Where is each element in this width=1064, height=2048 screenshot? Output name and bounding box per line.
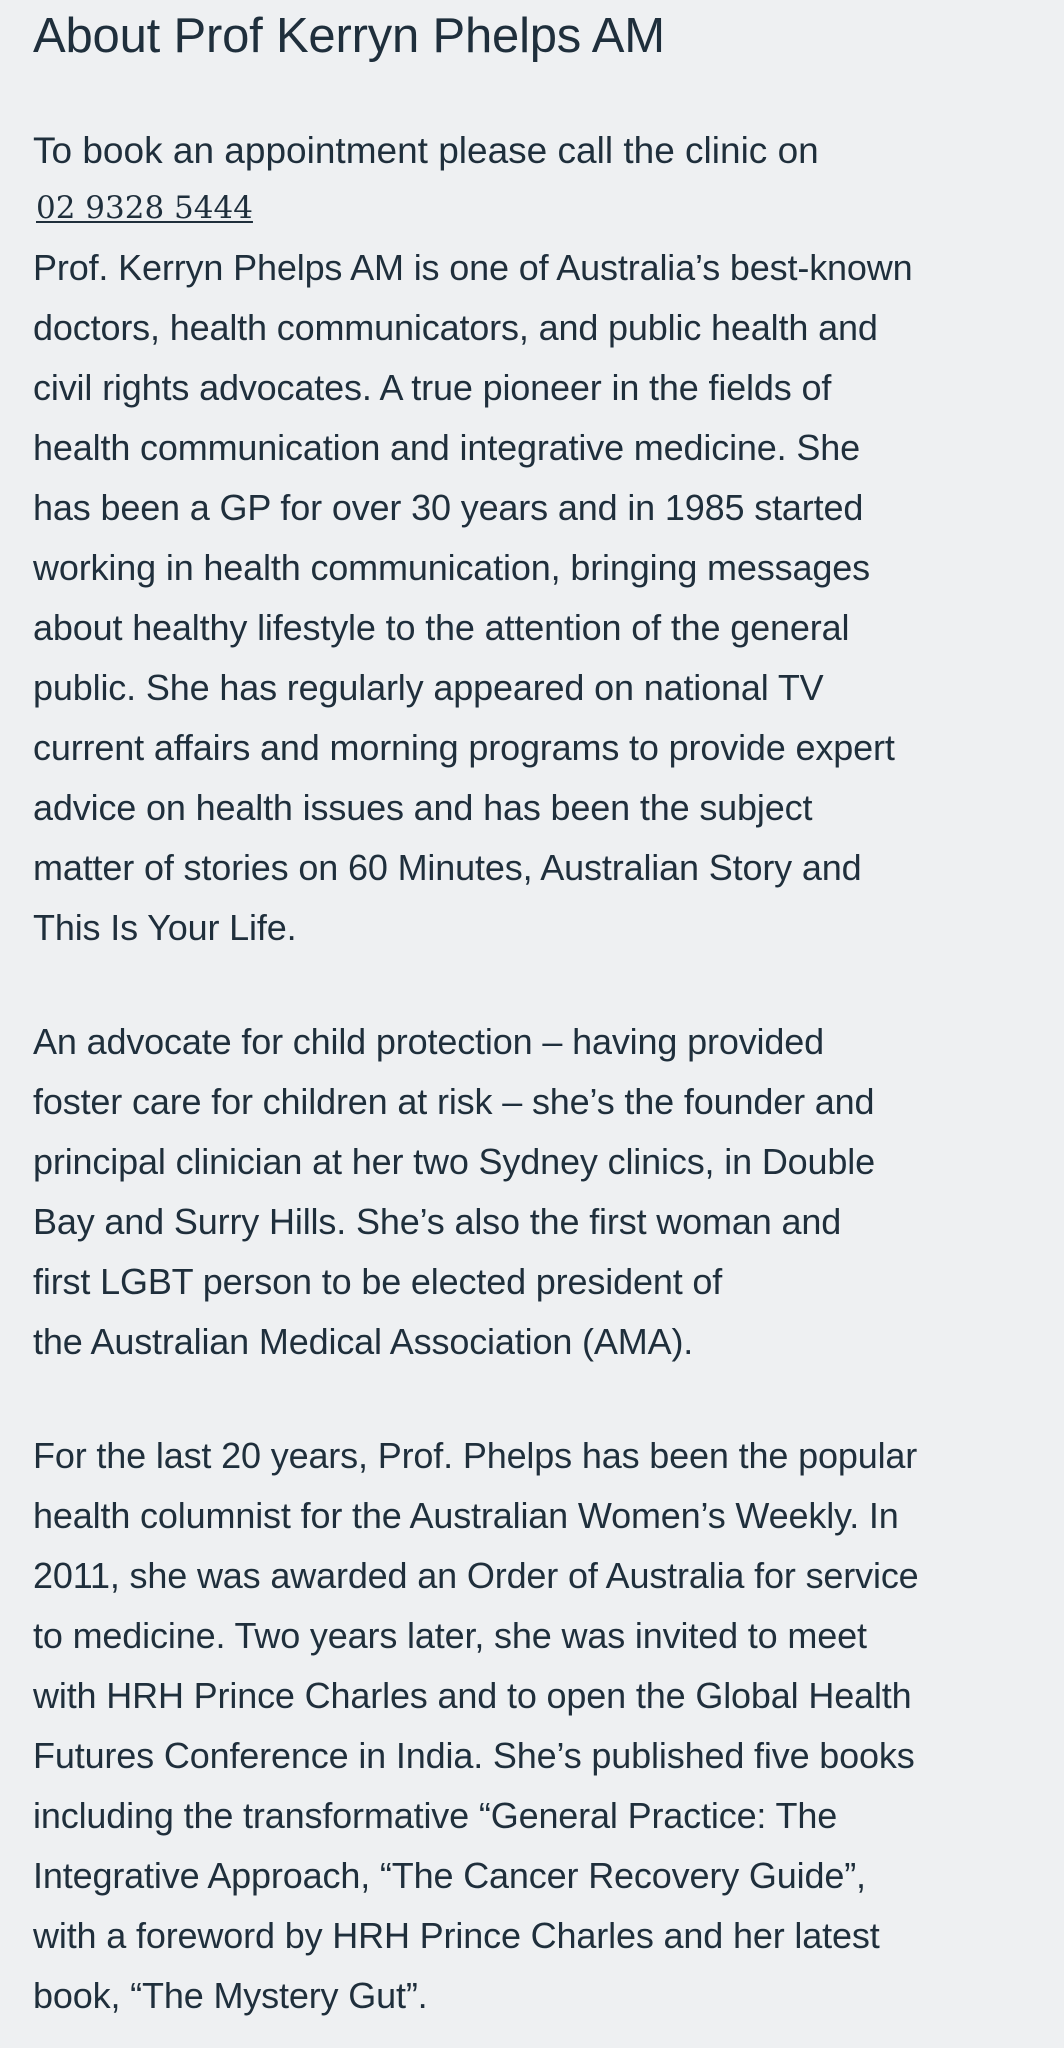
page-title: About Prof Kerryn Phelps AM: [33, 9, 665, 63]
clinic-phone-link[interactable]: 02 9328 5444: [36, 190, 253, 226]
bio-paragraph-2: [33, 1012, 1043, 1372]
bio-line: principal clinician at her two Sydney clinics, in Double: [33, 1141, 876, 1182]
bio-line: health columnist for the Australian Women’s Weekly. In: [33, 1495, 899, 1536]
bio-line: current affairs and morning programs to provide expert: [33, 727, 895, 768]
bio-line: doctors, health communicators, and public health and: [33, 307, 878, 348]
bio-line: with a foreword by HRH Prince Charles and her latest: [33, 1915, 880, 1956]
bio-line: Futures Conference in India. She’s published five books: [33, 1735, 915, 1776]
bio-line: about healthy lifestyle to the attention of the general: [33, 607, 850, 648]
biography: [33, 238, 1043, 2026]
bio-line: with HRH Prince Charles and to open the Global Health: [33, 1675, 912, 1716]
bio-line: to medicine. Two years later, she was invited to meet: [33, 1615, 867, 1656]
bio-line: public. She has regularly appeared on national TV: [33, 667, 824, 708]
booking-text: To book an appointment please call the clinic on: [33, 130, 819, 171]
bio-line: This Is Your Life.: [33, 907, 297, 948]
bio-line: advice on health issues and has been the subject: [33, 787, 813, 828]
bio-line: foster care for children at risk – she’s the founder and: [33, 1081, 875, 1122]
bio-line: working in health communication, bringing messages: [33, 547, 870, 588]
bio-line: health communication and integrative medicine. She: [33, 427, 860, 468]
bio-paragraph-1: [33, 238, 1043, 958]
bio-line: civil rights advocates. A true pioneer in the fields of: [33, 367, 832, 408]
bio-line: book, “The Mystery Gut”.: [33, 1975, 428, 2016]
bio-line: matter of stories on 60 Minutes, Australian Story and: [33, 847, 862, 888]
booking-info: [33, 131, 1064, 226]
bio-line: For the last 20 years, Prof. Phelps has been the popular: [33, 1435, 918, 1476]
bio-line: the Australian Medical Association (AMA).: [33, 1321, 694, 1362]
bio-line: first LGBT person to be elected president of: [33, 1261, 723, 1302]
bio-line: Prof. Kerryn Phelps AM is one of Australia’s best-known: [33, 247, 913, 288]
bio-line: 2011, she was awarded an Order of Australia for service: [33, 1555, 919, 1596]
bio-line: has been a GP for over 30 years and in 1985 started: [33, 487, 864, 528]
bio-line: including the transformative “General Practice: The: [33, 1795, 838, 1836]
bio-line: Bay and Surry Hills. She’s also the first woman and: [33, 1201, 842, 1242]
bio-paragraph-3: [33, 1426, 1043, 2026]
bio-line: An advocate for child protection – having provided: [33, 1021, 825, 1062]
bio-line: Integrative Approach, “The Cancer Recovery Guide”,: [33, 1855, 866, 1896]
